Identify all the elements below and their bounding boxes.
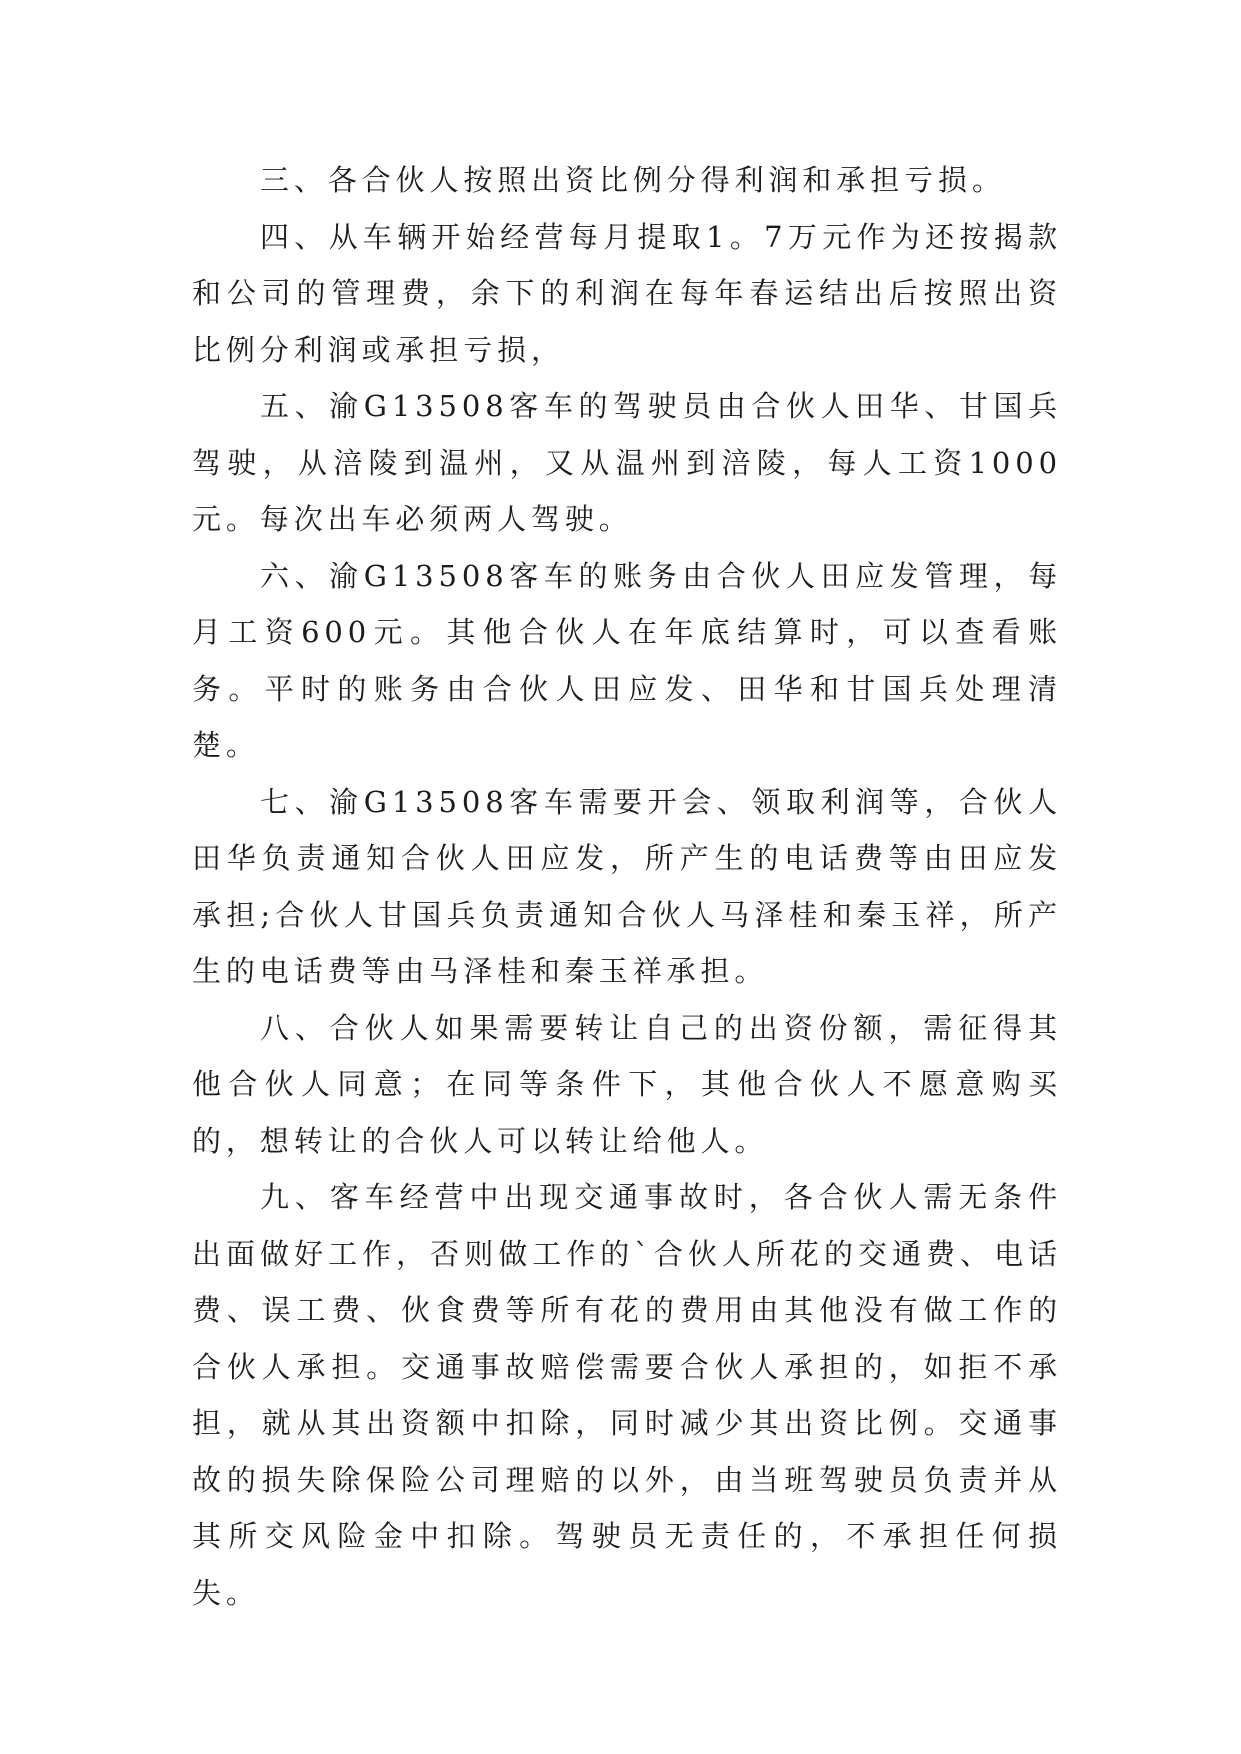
paragraph-clause-6: 六、渝G13508客车的账务由合伙人田应发管理，每月工资600元。其他合伙人在年底结算时，可以查看账务。平时的账务由合伙人田应发、田华和甘国兵处理清楚。 xyxy=(192,558,1062,762)
paragraph-clause-3: 三、各合伙人按照出资比例分得利润和承担亏损。 xyxy=(260,163,1006,197)
document-body xyxy=(192,152,1062,1621)
paragraph-clause-9: 九、客车经营中出现交通事故时，各合伙人需无条件出面做好工作，否则做工作的`合伙人所花的交通费、电话费、误工费、伙食费等所有花的费用由其他没有做工作的合伙人承担。交通事故赔偿需要合伙人承担的，如拒不承担，就从其出资额中扣除，同时减少其出资比例。交通事故的损失除保险公司理赔的以外，由当班驾驶员负责并从其所交风险金中扣除。驾驶员无责任的，不承担任何损失。 xyxy=(192,1180,1062,1610)
paragraph-clause-4: 四、从车辆开始经营每月提取1。7万元作为还按揭款和公司的管理费，余下的利润在每年春运结出后按照出资比例分利润或承担亏损， xyxy=(192,219,1062,367)
paragraph-clause-8: 八、合伙人如果需要转让自己的出资份额，需征得其他合伙人同意；在同等条件下，其他合伙人不愿意购买的，想转让的合伙人可以转让给他人。 xyxy=(192,1010,1062,1158)
paragraph-clause-7: 七、渝G13508客车需要开会、领取利润等，合伙人田华负责通知合伙人田应发，所产生的电话费等由田应发承担;合伙人甘国兵负责通知合伙人马泽桂和秦玉祥，所产生的电话费等由马泽桂和秦玉祥承担。 xyxy=(192,784,1062,988)
paragraph-clause-5: 五、渝G13508客车的驾驶员由合伙人田华、甘国兵驾驶，从涪陵到温州，又从温州到涪陵，每人工资1000元。每次出车必须两人驾驶。 xyxy=(192,389,1062,536)
